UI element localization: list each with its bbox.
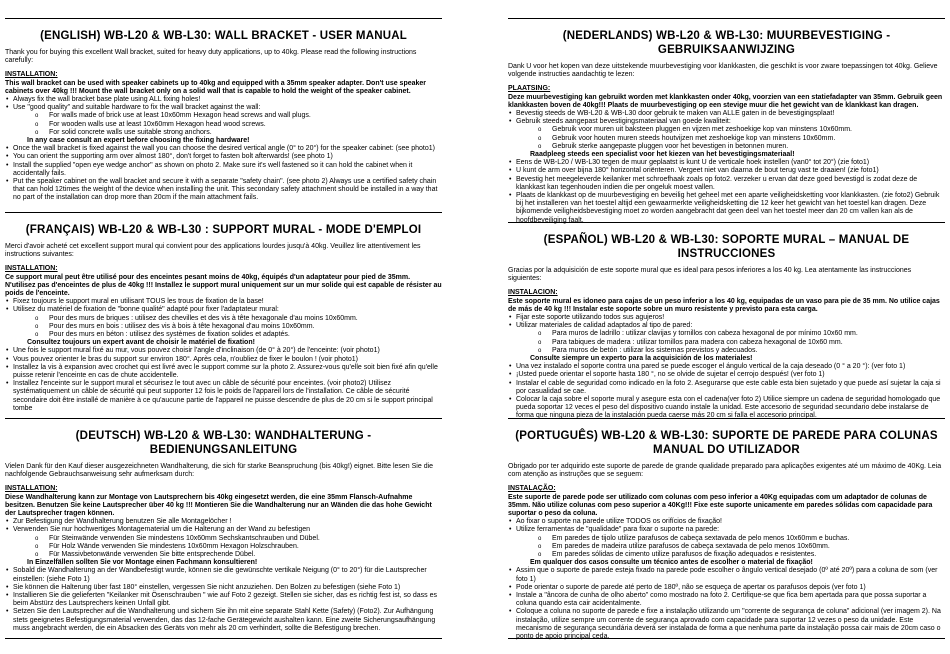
- list-item: • Install the supplied "open eye wedge anchor" as shown on photo 2. Make sure it's well fastened so it can hold the cabinet when it accidentally fails.: [5, 162, 442, 178]
- list-item: • Fijar este soporte utilizando todos sus agujeros!: [508, 314, 945, 322]
- list-item: • Eens de WB-L20 / WB-L30 tegen de muur geplaatst is kunt U de verticale hoek instellen (van0° tot 20°) (zie foto1): [508, 159, 945, 167]
- instruction-list: [5, 96, 442, 203]
- section-title: (DEUTSCH) WB-L20 & WB-L30: WANDHALTERUNG - BEDIENUNGSANLEITUNG: [75, 430, 372, 456]
- sub-list-item: o Para tabiques de madera : utilizar tornillos para madera con cabeza hexagonal de 10x60 mm.: [508, 339, 945, 347]
- section-intro: Obrigado por ter adquirido este suporte de parede de grande qualidade preparado para aplicações exigentes até um máximo de 40Kg. Leia com atenção as instruções que se seguem:: [508, 463, 942, 479]
- installation-heading: INSTALLATION:: [5, 485, 58, 493]
- bottom-rule-right: [508, 638, 945, 639]
- sub-list-item: o For solid concrete walls use suitable strong anchors.: [5, 129, 442, 137]
- instruction-list: [508, 314, 945, 421]
- section-rule: [5, 418, 442, 419]
- list-item: • Installez la vis à expansion avec crochet qui est livré avec le support comme sur la photo 2. Assurez-vous qu'elle soit bien fixé afin qu'elle puisse retenir l'enceinte en cas de chute accidentelle.: [5, 364, 442, 380]
- instruction-list: [508, 110, 945, 225]
- section-intro: Dank U voor het kopen van deze uitstekende muurbevestiging voor klankkasten, die geschikt is voor zware toepassingen tot 40kg. Gelieve volgende instructies aandachtig te lezen:: [508, 63, 938, 79]
- list-item: • Ao fixar o suporte na parede utilize TODOS os orifícios de fixação!: [508, 518, 945, 526]
- list-item: • U kunt de arm over bijna 180° horizontal oriënteren. Vergeet niet van daarna de bout terug vast te draaien! (zie foto1): [508, 167, 945, 175]
- section-title: (ESPAÑOL) WB-L20 & WB-L30: SOPORTE MURAL – MANUAL DE INSTRUCCIONES: [543, 234, 910, 260]
- installation-summary: Este suporte de parede pode ser utilizado com colunas com peso inferior a 40Kg equipadas com um adaptador de colunas de 35mm. Não utilize colunas com peso superior a 40Kg!!! Fixe este suporte unicamente em paredes sólidas com capacidade para suportar o peso da coluna.: [508, 493, 933, 518]
- installation-summary: Ce support mural peut être utilisé pour des enceintes pesant moins de 40kg, équipés d'un adaptateur pour pied de 35mm. N'utilisez pas d'enceintes de plus de 40kg !!! Installez le support mural uniquement sur un mur solide qui est capable de résister au poids de l'enceinte.: [5, 273, 442, 298]
- list-item: • Fixez toujours le support mural en utilisant TOUS les trous de fixation de la base!: [5, 298, 442, 306]
- bottom-rule-left: [5, 638, 442, 639]
- section-rule: [508, 18, 945, 19]
- list-item: • Una vez instalado el soporte contra una pared se puede escoger el ángulo vertical de la caja deseado (0 ° a 20 °): (ver foto 1): [508, 363, 945, 371]
- instruction-list: [5, 298, 442, 413]
- instruction-list: [508, 518, 945, 641]
- list-item: • Colocar la caja sobre el soporte mural y asegure esta con el cadena(ver foto 2) Utilice siempre un cadena de seguridad homologado que pueda soportar 12 veces el peso del dispositivo cuando instale la unidad. Este accesorio de seguridad secundario debe instalarse de forma que ninguna pieza de la instalación pueda caerse más 20 cm si falla el accesorio principal.: [508, 396, 945, 421]
- list-item: • Utilizar materiales de calidad adaptados al tipo de pared:: [508, 322, 945, 330]
- list-item: • Plaats de klankkast op de muurbevestiging en beveilig het geheel met een aparte veiligheidsketting voor klankkasten. (zie foto2) Gebruik bij het installeren van het toestel altijd een gewaarmerkte veiligheidsketting die 12 keer het gewicht van het toestel kan dragen. Deze bijkomende veiligheidsbevestiging moet zo worden aangebracht dat geen deel van het toestel meer dan 20 cm vallen kan als de hoofdbeveiliging faalt.: [508, 192, 945, 225]
- sub-list-item: o Gebruik sterke aangepaste pluggen voor het bevestigen in betonnen muren.: [508, 143, 945, 151]
- section-intro: Merci d'avoir acheté cet excellent support mural qui convient pour des applications lourdes jusqu'à 40kg. Veuillez lire attentivement les instructions suivantes:: [5, 243, 421, 259]
- list-item: • Put the speaker cabinet on the wall bracket and secure it with a separate "safety chain". (see photo 2) Always use a certified safety chain that can hold 12times the weight of the device when installing the unit. This secondary safety attachment should be installed in a way that no part of the installation can drop more than 20cm if the main attachment fails.: [5, 178, 442, 203]
- section-title: (NEDERLANDS) WB-L20 & WB-L30: MUURBEVESTIGING - GEBRUIKSAANWIJZING: [562, 30, 891, 56]
- list-item: • Utilisez du matériel de fixation de "bonne qualité" adapté pour fixer l'adaptateur mural:: [5, 306, 442, 314]
- list-item: • Setzen Sie den Lautsprecher auf die Wandhalterung und sichern Sie ihn mit eine separate Stahl Kette (Safety) (Foto2). Zur Aufhängung stets geeignetes Befestigungsmaterial verwenden, das das 12-fache Gerätegewicht aushalten kann. Eine zweite Sicherungsaufhängung muss angebracht werden, die ein Absacken des Geräts von mehr als 20 cm verhindert, sollte die Befestigung brechen.: [5, 608, 442, 633]
- list-item: • Use "good quality" and suitable hardware to fix the wall bracket against the wall:: [5, 104, 442, 112]
- sub-list-item: o Em paredes sólidas de cimento utilize parafusos de fixação adequados e resistentes.: [508, 551, 945, 559]
- warning-note: Raadpleeg steeds een specialist voor het kiezen van het bevestigingsmateriaal!: [530, 151, 795, 159]
- installation-heading: INSTALACION:: [508, 289, 558, 297]
- sub-list-item: o Gebruik voor muren uit baksteen pluggen en vijzen met zeshoekige kop van minstens 10x60mm.: [508, 126, 945, 134]
- section-intro: Vielen Dank für den Kauf dieser ausgezeichneten Wandhalterung, die sich für starke Beanspruchung (bis 40kg!) eignet. Bitte lesen Sie die nachfolgende Gebrauchsanweisung sehr aufmerksam durch:: [5, 463, 434, 479]
- list-item: • Vous pouvez orienter le bras du support sur environ 180°. Après cela, n'oubliez de fixer le boulon ! (voir photo1): [5, 356, 442, 364]
- section-title: (ENGLISH) WB-L20 & WB-L30: WALL BRACKET - USER MANUAL: [40, 30, 407, 42]
- installation-heading: INSTALLATION:: [5, 71, 58, 79]
- installation-summary: This wall bracket can be used with speaker cabinets up to 40kg and equipped with a 35mm speaker adapter. Don't use speaker cabinets over 40kg !!! Mount the wall bracket only on a solid wall that is capable to hold the weight of the speaker cabinet.: [5, 79, 427, 95]
- section-portuguese: [508, 418, 945, 641]
- section-rule: [508, 222, 945, 223]
- section-rule: [5, 18, 442, 19]
- installation-heading: INSTALLATION:: [5, 265, 58, 273]
- warning-note: Consulte siempre un experto para la acquisición de los materiales!: [530, 355, 753, 363]
- sub-list-item: o Für Massivbetonwände verwenden Sie bitte entsprechende Dübel.: [5, 551, 442, 559]
- warning-note: In Einzelfällen sollten Sie vor Montage einen Fachmann konsultieren!: [27, 559, 258, 567]
- sub-list-item: o Für Steinwände verwenden Sie mindestens 10x60mm Sechskantschrauben und Dübel.: [5, 535, 442, 543]
- list-item: • ¡Usted puede orientar el soporte hasta 180 °, no se olvide de sujetar el cerrojo después! (ver foto 1): [508, 371, 945, 379]
- section-title: (PORTUGUÊS) WB-L20 & WB-L30: SUPORTE DE PAREDE PARA COLUNAS MANUAL DO UTILIZADOR: [515, 430, 938, 456]
- section-rule: [5, 212, 442, 213]
- installation-heading: PLAATSING:: [508, 85, 551, 93]
- sub-list-item: o For wooden walls use at least 10x60mm Hexagon head wood screws.: [5, 121, 442, 129]
- installation-heading: INSTALAÇÃO:: [508, 485, 556, 493]
- instruction-list: [5, 518, 442, 633]
- sub-list-item: o Para muros de ladrillo : utilizar clavijas y tornillos con cabeza hexagonal de por mínimo 10x60 mm.: [508, 330, 945, 338]
- sub-list-item: o For walls made of brick use at least 10x60mm Hexagon head screws and wall plugs.: [5, 112, 442, 120]
- section-title: (FRANÇAIS) WB-L20 & WB-L30 : SUPPORT MURAL - MODE D'EMPLOI: [25, 224, 422, 236]
- list-item: • Installez l'enceinte sur le support mural et sécurisez le tout avec un câble de sécurité pour enceintes. (voir photo2) Utilisez systématiquement un câble de sécurité qui peut supporter 12 fois le poids de l'appareil lors de l'installation. Ce câble de sécurité secondaire doit être installé de manière à ce qu'aucune partie de l'appareil ne puisse descendre de plus de 20 cm si le support principal tombe: [5, 380, 442, 413]
- list-item: • Once the wall bracket is fixed against the wall you can choose the desired vertical angle (0° to 20°) for the speaker cabinet: (see photo1): [5, 145, 442, 153]
- sub-list-item: o Für Holz Wände verwenden Sie mindestens 10x60mm Hexagon Holzschrauben.: [5, 543, 442, 551]
- section-spanish: [508, 222, 945, 421]
- list-item: • Sie können die Halterung über fast 180° einstellen, vergessen Sie nicht anzuziehen. Den Bolzen zu befestigen (siehe Foto 1): [5, 584, 442, 592]
- list-item: • Always fix the wall bracket base plate using ALL fixing holes!: [5, 96, 442, 104]
- list-item: • Zur Befestigung der Wandhalterung benutzen Sie alle Montagelöcher !: [5, 518, 442, 526]
- warning-note: Consultez toujours un expert avant de choisir le matériel de fixation!: [27, 339, 255, 347]
- warning-note: In any case consult an expert before choosing the fixing hardware!: [27, 137, 250, 145]
- list-item: • Bevestig het meegeleverde keilanker met schroefhaak zoals op foto2. verzeker u ervan dat deze goed bevestigd is zodat deze de klankkast kan tegenhouden indien die per ongeluk moest vallen.: [508, 176, 945, 192]
- sub-list-item: o Para muros de betón : utilizar los sistemas previstos y adecuados.: [508, 347, 945, 355]
- list-item: • Assim que o suporte de parede esteja fixado na parede pode escolher o ângulo vertical desejado (0º até 20º) para a coluna de som (ver foto 1): [508, 567, 945, 583]
- list-item: • Installieren Sie die gelieferten "Keilanker mit Ösenschrauben " wie auf Foto 2 gezeigt. Stellen sie sicher, das es richtig fest ist, so dass es beim Abstürz des Lautsprechers keinen Unfall gibt.: [5, 592, 442, 608]
- list-item: • Utilize ferramentas de "qualidade" para fixar o suporte na parede:: [508, 526, 945, 534]
- installation-summary: Este soporte mural es idoneo para cajas de un peso inferior a los 40 kg, equipadas de un vaso para pie de 35 mm. No utilice cajas de más de 40 kg !!! Instalar este soporte sobre un muro resistente y previsto para esta carga.: [508, 297, 940, 313]
- section-german: [5, 418, 442, 633]
- list-item: • Instale a "âncora de cunha de olho aberto" como mostrado na foto 2. Certifique-se que fica bem apertada para que possa suportar a coluna quando esta cair acidentalmente.: [508, 592, 945, 608]
- section-rule: [508, 418, 945, 419]
- installation-summary: Diese Wandhalterung kann zur Montage von Lautsprechern bis 40kg eingesetzt werden, die eine 35mm Flansch-Aufnahme besitzen. Benutzen Sie keine Lautsprecher über 40 kg !!! Montieren Sie die Wandhalterung nur an Wänden die das hohe Gewicht der Lautsprecher tragen können.: [5, 493, 432, 518]
- section-intro: Thank you for buying this excellent Wall bracket, suited for heavy duty applications, up to 40kg. Please read the following instructions carefully:: [5, 49, 417, 65]
- list-item: • Sobald die Wandhalterung an der Wandbefestigt wurde, können sie die gewünschte vertikale Neigung (0° to 20°) für die Lautsprecher einstellen: (siehe Foto 1): [5, 567, 442, 583]
- section-french: [5, 212, 442, 413]
- sub-list-item: o Pour des murs en béton : utilisez des systèmes de fixation solides et adaptés.: [5, 331, 442, 339]
- section-dutch: [508, 18, 945, 225]
- list-item: • Instalar el cable de seguridad como indicado en la foto 2. Asegurarse que este cable esta bien sujetado y que puede así sujetar la caja si por casualidad se cae.: [508, 380, 945, 396]
- sub-list-item: o Em paredes de tijolo utilize parafusos de cabeça sextavada de pelo menos 10x60mm e buchas.: [508, 535, 945, 543]
- list-item: • Pode orientar o suporte de parede até perto de 180º, não se esqueça de apertar os parafusos depois (ver foto 1): [508, 584, 945, 592]
- list-item: • Gebruik steeds aangepast bevestigingsmateriaal van goede kwaliteit:: [508, 118, 945, 126]
- sub-list-item: o Em paredes de madeira utilize parafusos de cabeça sextavada de pelo menos 10x60mm.: [508, 543, 945, 551]
- list-item: • Coloque a coluna no suporte de parede e fixe a instalação utilizando um "corrente de segurança de coluna" adicional (ver imagem 2). Na instalação, utilize sempre um corrente de segurança aprovado com capacidade para suportar 12 vezes o peso da unidade. Este mecanismo de segurança secundária deverá ser instalada de forma a que nenhuma parte da instalação possa cair mais de 20cm caso o ponto de apoio principal ceda.: [508, 608, 945, 641]
- sub-list-item: o Pour des murs en bois : utilisez des vis à bois à tête hexagonal d'au moins 10x60mm.: [5, 323, 442, 331]
- section-english: [5, 18, 442, 203]
- installation-summary: Deze muurbevestiging kan gebruikt worden met klankkasten onder 40kg, voorzien van een statiefadapter van 35mm. Gebruik geen klankkasten boven de 40kg!!! Plaats de muurbevestiging op een stevige muur die het gewicht van de klankkast kan dragen.: [508, 93, 943, 109]
- sub-list-item: o Gebruik voor houten muren steeds houtvijzen met zeshoekige kop van minstens 10x60mm.: [508, 135, 945, 143]
- list-item: • Bevestig steeds de WB-L20 & WB-L30 door gebruik te maken van ALLE gaten in de bevestigingsplaat!: [508, 110, 945, 118]
- sub-list-item: o Pour des murs de briques : utilisez des chevilles et des vis à tête hexagonale d'au moins 10x60mm.: [5, 315, 442, 323]
- right-column: [508, 0, 945, 654]
- list-item: • Une fois le support mural fixé au mur, vous pouvez choisir l'angle d'inclinaison (de 0° à 20°) de l'enceinte: (voir photo1): [5, 347, 442, 355]
- list-item: • Verwenden Sie nur hochwertiges Montagematerial um die Halterung an der Wand zu befestigen: [5, 526, 442, 534]
- list-item: • You can orient the supporting arm over almost 180°, don't forget to fasten bolt afterwards! (see photo 1): [5, 153, 442, 161]
- left-column: [5, 0, 442, 654]
- section-intro: Gracias por la adquisición de este soporte mural que es ideal para pesos inferiores a los 40 kg. Lea atentamente las instrucciones siguientes:: [508, 267, 912, 283]
- warning-note: Em qualquer dos casos consulte um técnico antes de escolher o material de fixação!: [530, 559, 813, 567]
